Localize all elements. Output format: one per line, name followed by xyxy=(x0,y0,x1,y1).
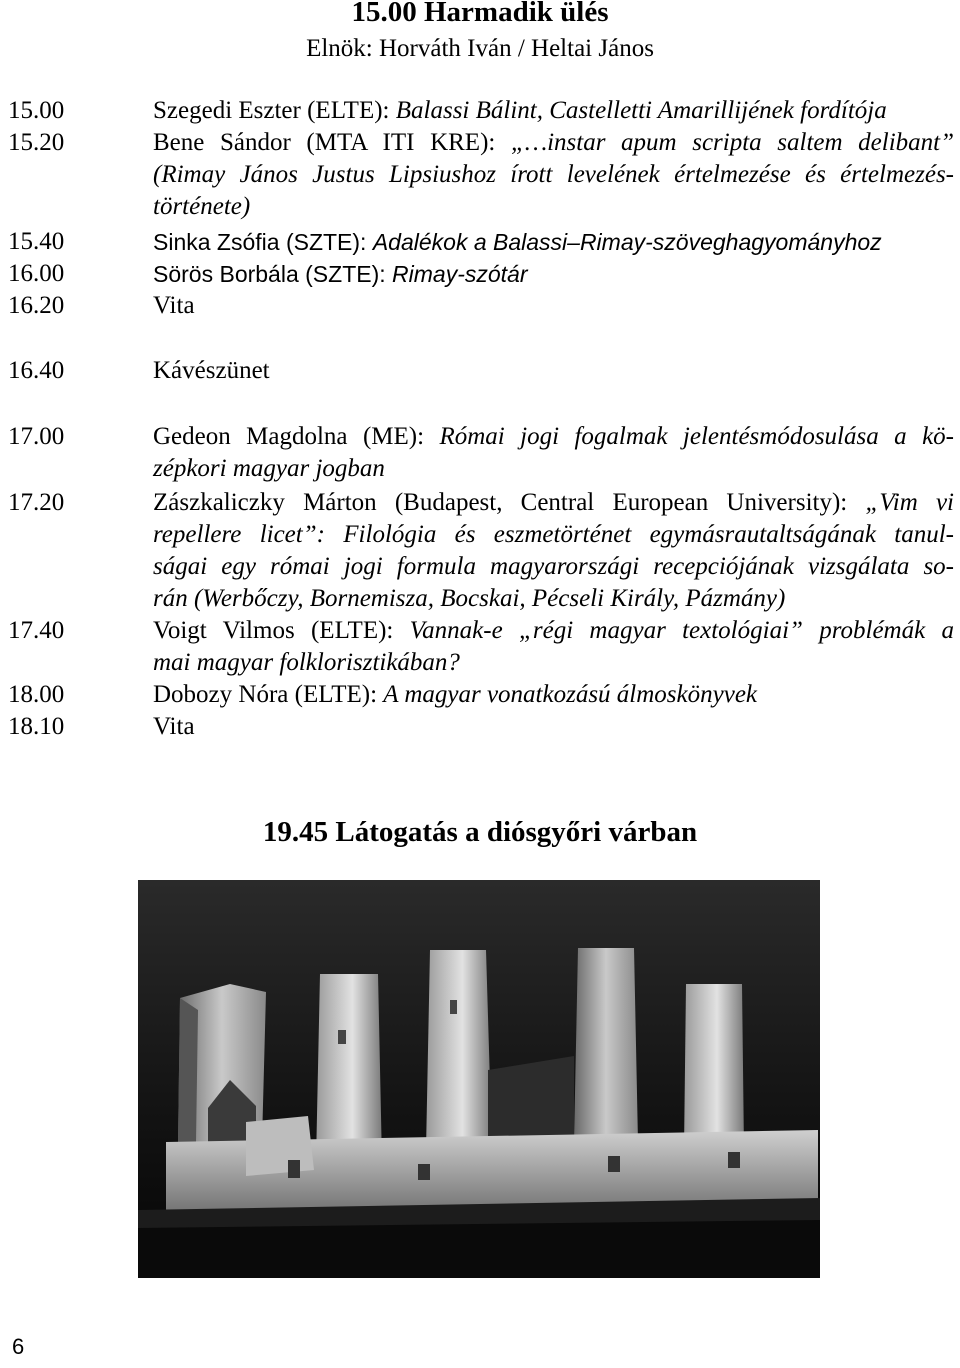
program-speaker: Dobozy Nóra (ELTE): xyxy=(153,681,384,708)
program-speaker: Bene Sándor (MTA ITI KRE): xyxy=(153,129,511,156)
visit-heading: 19.45 Látogatás a diósgyőri várban xyxy=(262,816,698,848)
program-time: 15.20 xyxy=(8,129,65,156)
page-number: 6 xyxy=(12,1334,25,1359)
program-speaker: Sörös Borbála (SZTE): xyxy=(153,261,393,287)
program-title: A magyar vonatkozású álmoskönyvek xyxy=(383,681,758,708)
program-time: 16.00 xyxy=(8,260,65,287)
program-title: rán (Werbőczy, Bornemisza, Bocskai, Pécseli Király, Pázmány) xyxy=(153,585,786,612)
program-time: 16.20 xyxy=(8,292,65,319)
castle-photo xyxy=(138,880,820,1278)
program-time: 16.40 xyxy=(8,357,65,384)
program-title: mai magyar folklorisztikában? xyxy=(153,649,460,676)
program-time: 17.20 xyxy=(8,489,65,516)
program-label: Vita xyxy=(153,713,195,740)
program-title: ságai egy római jogi formula magyarországi recepciójának vizsgálata so- xyxy=(153,553,954,580)
program-title: Rimay-szótár xyxy=(392,261,528,287)
program-title: repellere licet”: Filológia és eszmetörténet egymásrautaltságának tanul- xyxy=(153,521,954,548)
program-speaker: Zászkaliczky Márton (Budapest, Central European University): xyxy=(153,489,866,516)
program-time: 15.00 xyxy=(8,97,65,124)
program-title: zépkori magyar jogban xyxy=(153,455,385,482)
program-label: Vita xyxy=(153,292,195,319)
program-title: Római jogi fogalmak jelentésmódosulása a kö- xyxy=(439,423,954,450)
program-time: 17.00 xyxy=(8,423,65,450)
program-title: „Vim vi xyxy=(865,489,954,516)
program-title: „…instar apum scripta saltem delibant” xyxy=(510,129,954,156)
program-title: Adalékok a Balassi–Rimay-szöveghagyományhoz xyxy=(372,229,882,255)
session-title: 15.00 Harmadik ülés xyxy=(351,0,609,28)
program-title: története) xyxy=(153,193,251,220)
program-time: 18.10 xyxy=(8,713,65,740)
program-title: (Rimay János Justus Lipsiushoz írott levelének értelmezése és értelmezés- xyxy=(153,161,954,188)
program-speaker: Szegedi Eszter (ELTE): xyxy=(153,97,396,124)
program-label: Kávészünet xyxy=(153,357,270,384)
program-speaker: Sinka Zsófia (SZTE): xyxy=(153,229,373,255)
program-time: 17.40 xyxy=(8,617,65,644)
program-time: 18.00 xyxy=(8,681,65,708)
program-speaker: Voigt Vilmos (ELTE): xyxy=(153,617,410,644)
program-title: Vannak-e „régi magyar textológiai” problémák a xyxy=(409,617,955,644)
session-chair: Elnök: Horváth Iván / Heltai János xyxy=(306,35,654,62)
program-time: 15.40 xyxy=(8,228,65,255)
program-speaker: Gedeon Magdolna (ME): xyxy=(153,423,440,450)
program-title: Balassi Bálint, Castelletti Amarillijének fordítója xyxy=(395,97,887,124)
